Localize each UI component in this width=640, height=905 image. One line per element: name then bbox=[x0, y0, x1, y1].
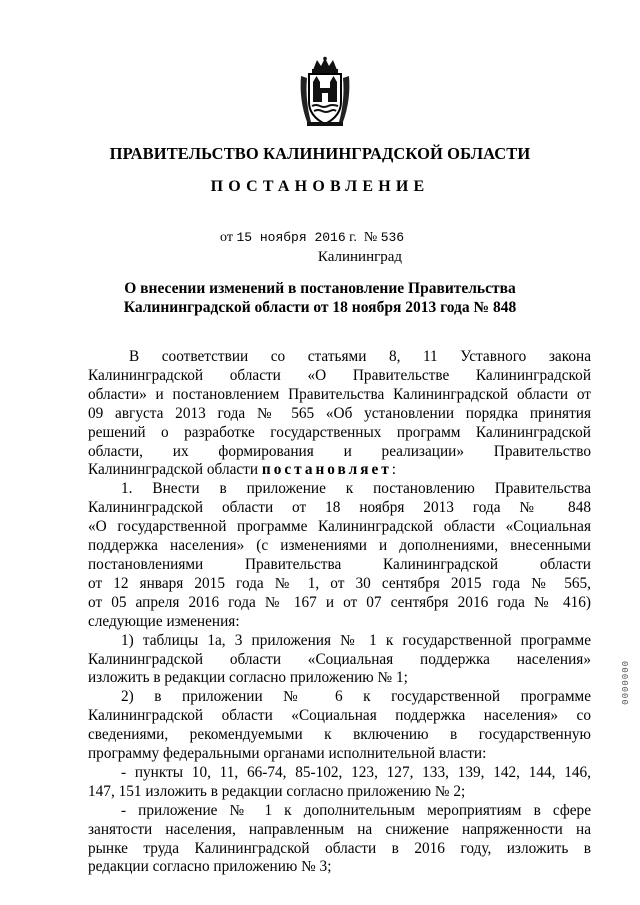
body-line: Калининградской области «Социальная поддержка населения» bbox=[88, 650, 591, 668]
body-line: области, их формирования и реализации» Правительство bbox=[88, 442, 591, 460]
title-line: О внесении изменений в постановление Правительства bbox=[124, 280, 516, 297]
date-prefix: от bbox=[220, 230, 233, 245]
body-line: поддержка населения» (с изменениями и дополнениями, внесенными bbox=[88, 537, 591, 555]
body-line: изложить в редакции согласно приложению № 1; bbox=[88, 669, 408, 687]
body-line: от 05 апреля 2016 года № 167 и от 07 сентября 2016 года № 416) bbox=[88, 593, 591, 611]
body-line: 1. Внести в приложение к постановлению Правительства bbox=[121, 480, 591, 498]
date-number-line bbox=[220, 230, 404, 246]
body-line: - приложение № 1 к дополнительным мероприятиям в сфере bbox=[121, 801, 591, 819]
body-line: занятости населения, направленным на снижение напряженности на bbox=[88, 820, 591, 838]
body-line: Калининградской области «Социальная поддержка населения» со bbox=[88, 707, 591, 725]
body-line: решений о разработке государственных программ Калининградской bbox=[88, 423, 591, 441]
document-title bbox=[0, 279, 640, 317]
title-line: Калининградской области от 18 ноября 2013 года № 848 bbox=[123, 299, 517, 316]
body-line: программу федеральными органами исполнительной власти: bbox=[88, 745, 487, 763]
number-sign: № bbox=[363, 230, 378, 245]
body-line: постановлениями Правительства Калининградской области bbox=[88, 555, 591, 573]
body-text: : bbox=[391, 461, 397, 479]
date-suffix: г. bbox=[349, 230, 357, 245]
body-line: - пункты 10, 11, 66-74, 85-102, 123, 127, 133, 139, 142, 144, 146, bbox=[121, 763, 591, 781]
body-line: В соответствии со статьями 8, 11 Уставного закона bbox=[129, 348, 591, 365]
body-line: «О государственной программе Калининградской области «Социальная bbox=[88, 518, 591, 536]
date-value: 15 ноября 2016 bbox=[236, 230, 346, 245]
body-text: Калининградской области bbox=[88, 461, 262, 479]
resolves-word: постановляет bbox=[261, 461, 392, 479]
body-line: рынке труда Калининградской области в 2016 году, изложить в bbox=[88, 839, 591, 857]
body-line: Калининградской области от 18 ноября 2013 года № 848 bbox=[88, 499, 591, 517]
body-line bbox=[88, 461, 591, 480]
city-name: Калининград bbox=[317, 249, 403, 265]
document-type: ПОСТАНОВЛЕНИЕ bbox=[210, 178, 430, 195]
body-line: следующие изменения: bbox=[88, 612, 240, 630]
body-line: 09 августа 2013 года № 565 «Об установлении порядка принятия bbox=[88, 404, 591, 422]
government-name: ПРАВИТЕЛЬСТВО КАЛИНИНГРАДСКОЙ ОБЛАСТИ bbox=[109, 144, 531, 163]
document-body bbox=[88, 348, 591, 877]
coat-of-arms-emblem bbox=[297, 56, 353, 128]
body-line: сведениями, рекомендуемыми к включению в государственную bbox=[88, 726, 591, 744]
body-line: от 12 января 2015 года № 1, от 30 сентября 2015 года № 565, bbox=[88, 574, 591, 592]
body-line: 1) таблицы 1а, 3 приложения № 1 к государственной программе bbox=[121, 631, 591, 649]
body-line: области» и постановлением Правительства Калининградской области от bbox=[88, 385, 591, 403]
side-registration-mark: 0000000 bbox=[621, 660, 631, 705]
body-line: 2) в приложении № 6 к государственной программе bbox=[121, 688, 591, 706]
body-line: Калининградской области «О Правительстве Калининградской bbox=[88, 366, 591, 384]
body-line: редакции согласно приложению № 3; bbox=[88, 858, 332, 876]
decree-number: 536 bbox=[380, 230, 405, 245]
body-line: 147, 151 изложить в редакции согласно приложению № 2; bbox=[88, 782, 466, 800]
